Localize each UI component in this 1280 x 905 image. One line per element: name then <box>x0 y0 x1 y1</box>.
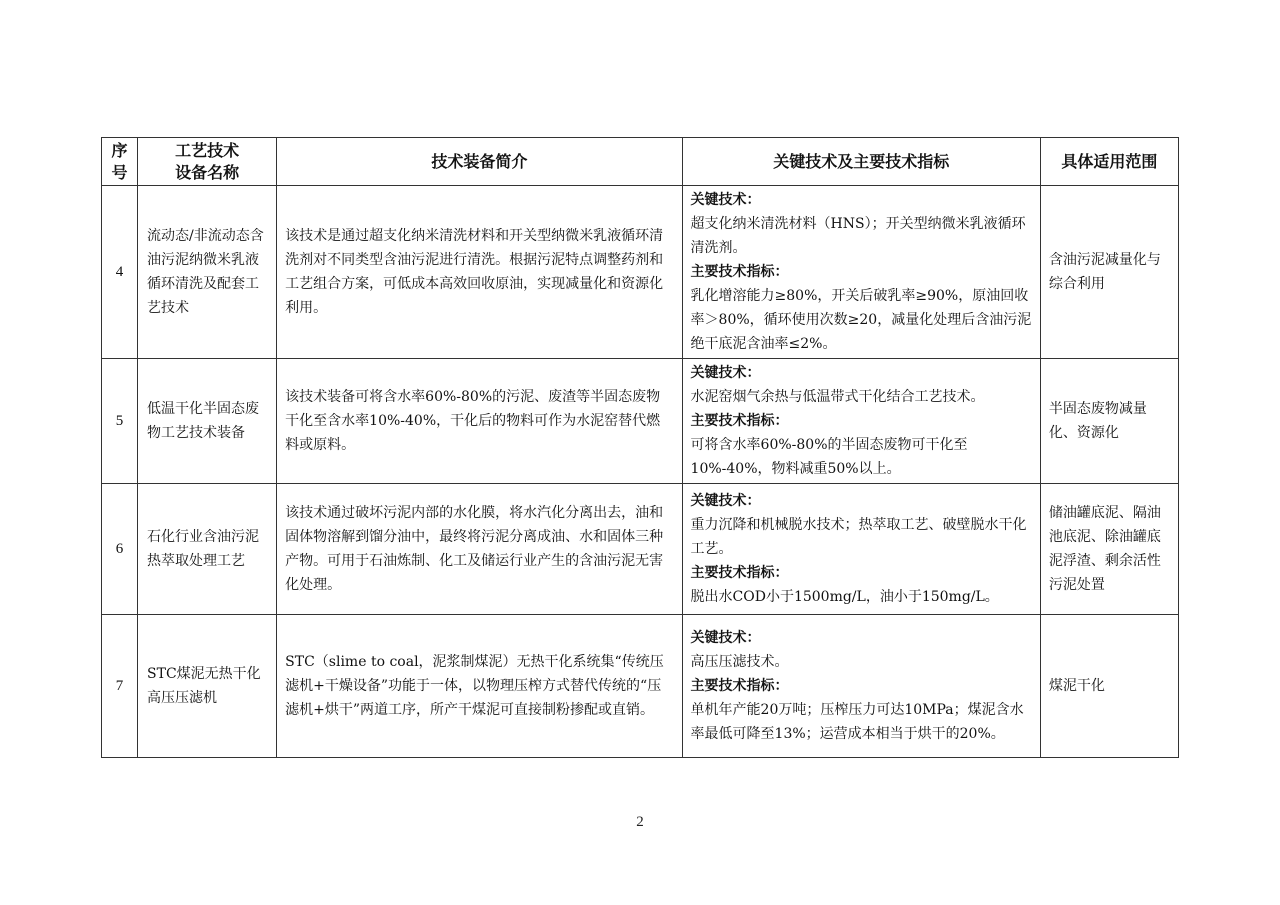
header-no: 序号 <box>102 138 138 186</box>
row-desc: 该技术通过破坏污泥内部的水化膜，将水汽化分离出去，油和固体物溶解到馏分油中，最终将污泥分离成油、水和固体三种产物。可用于石油炼制、化工及储运行业产生的含油污泥无害化处理。 <box>277 484 682 615</box>
row-scope: 含油污泥减量化与综合利用 <box>1040 186 1178 359</box>
table-row <box>102 615 1179 758</box>
row-name: 石化行业含油污泥热萃取处理工艺 <box>138 484 277 615</box>
indicators-label: 主要技术指标： <box>690 678 789 694</box>
row-no: 6 <box>102 484 138 615</box>
key-tech-text: 水泥窑烟气余热与低温带式干化结合工艺技术。 <box>690 389 985 405</box>
row-scope: 煤泥干化 <box>1040 615 1178 758</box>
key-tech-text: 重力沉降和机械脱水技术；热萃取工艺、破壁脱水干化工艺。 <box>690 517 1027 557</box>
row-name: STC煤泥无热干化高压压滤机 <box>138 615 277 758</box>
row-desc: 该技术装备可将含水率60%-80%的污泥、废渣等半固态废物干化至含水率10%-40%，干化后的物料可作为水泥窑替代燃料或原料。 <box>277 359 682 484</box>
row-desc: 该技术是通过超支化纳米清洗材料和开关型纳微米乳液循环清洗剂对不同类型含油污泥进行清洗。根据污泥特点调整药剂和工艺组合方案，可低成本高效回收原油，实现减量化和资源化利用。 <box>277 186 682 359</box>
row-scope: 半固态废物减量化、资源化 <box>1040 359 1178 484</box>
row-no: 5 <box>102 359 138 484</box>
key-tech-label: 关键技术： <box>690 192 761 208</box>
row-desc: STC（slime to coal，泥浆制煤泥）无热干化系统集“传统压滤机+干燥设备”功能于一体，以物理压榨方式替代传统的“压滤机+烘干”两道工序，所产干煤泥可直接制粉掺配或直销。 <box>277 615 682 758</box>
indicators-text: 可将含水率60%-80%的半固态废物可干化至10%-40%，物料减重50%以上。 <box>690 437 968 477</box>
table-row <box>102 484 1179 615</box>
technology-table <box>101 137 1179 758</box>
key-tech-label: 关键技术： <box>690 630 761 646</box>
indicators-label: 主要技术指标： <box>690 565 789 581</box>
key-tech-label: 关键技术： <box>690 493 761 509</box>
key-tech-text: 超支化纳米清洗材料（HNS）；开关型纳微米乳液循环清洗剂。 <box>690 216 1026 256</box>
indicators-label: 主要技术指标： <box>690 413 789 429</box>
header-name: 工艺技术设备名称 <box>138 138 277 186</box>
indicators-text: 乳化增溶能力≥80%，开关后破乳率≥90%，原油回收率＞80%，循环使用次数≥20，减量化处理后含油污泥绝干底泥含油率≤2%。 <box>690 288 1032 352</box>
key-tech-label: 关键技术： <box>690 365 761 381</box>
row-no: 4 <box>102 186 138 359</box>
page-number: 2 <box>636 814 644 830</box>
row-key-tech <box>682 186 1040 359</box>
row-scope: 储油罐底泥、隔油池底泥、除油罐底泥浮渣、剩余活性污泥处置 <box>1040 484 1178 615</box>
table-row <box>102 186 1179 359</box>
header-scope: 具体适用范围 <box>1040 138 1178 186</box>
row-name: 流动态/非流动态含油污泥纳微米乳液循环清洗及配套工艺技术 <box>138 186 277 359</box>
indicators-text: 单机年产能20万吨；压榨压力可达10MPa；煤泥含水率最低可降至13%；运营成本相当于烘干的20%。 <box>690 702 1024 742</box>
table-row <box>102 359 1179 484</box>
header-desc: 技术装备简介 <box>277 138 682 186</box>
row-name: 低温干化半固态废物工艺技术装备 <box>138 359 277 484</box>
row-no: 7 <box>102 615 138 758</box>
row-key-tech <box>682 484 1040 615</box>
indicators-label: 主要技术指标： <box>690 264 789 280</box>
row-key-tech <box>682 359 1040 484</box>
key-tech-text: 高压压滤技术。 <box>690 654 789 670</box>
row-key-tech <box>682 615 1040 758</box>
header-key: 关键技术及主要技术指标 <box>682 138 1040 186</box>
indicators-text: 脱出水COD小于1500mg/L，油小于150mg/L。 <box>690 589 999 605</box>
table-header-row <box>102 138 1179 186</box>
